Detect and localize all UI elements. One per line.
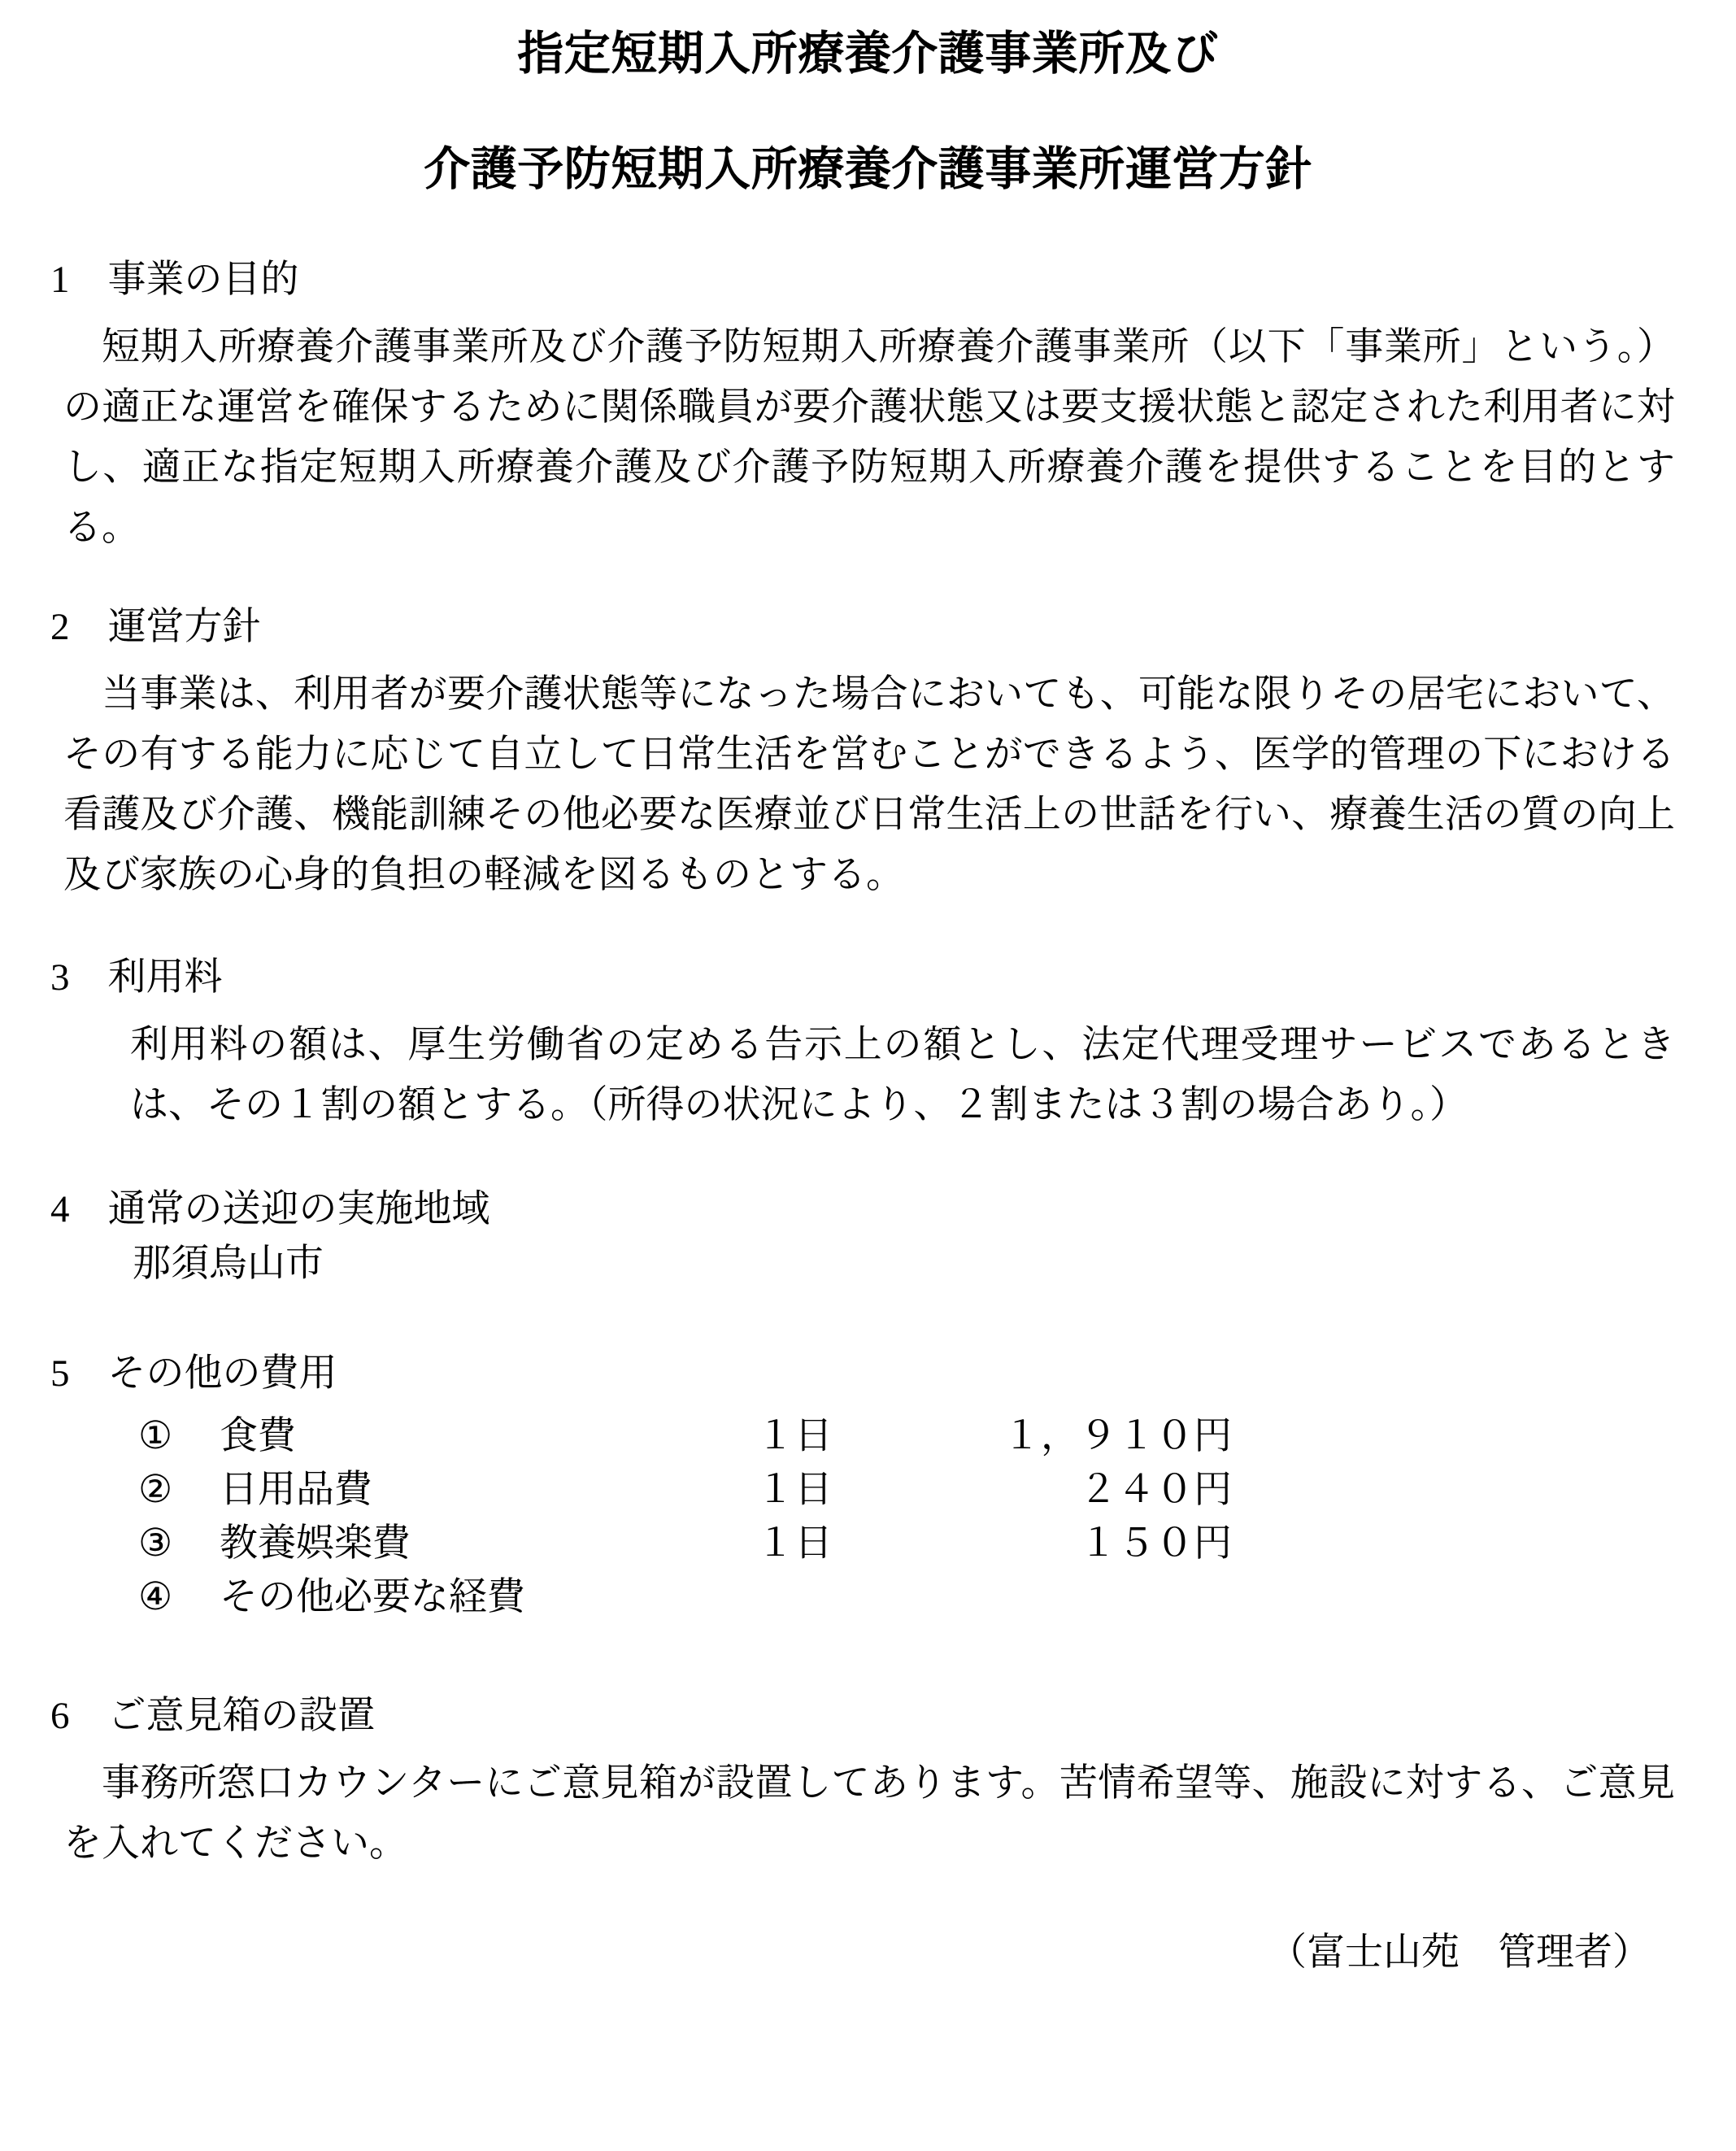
section-2-heading: 2 運営方針 bbox=[50, 606, 261, 648]
spacer bbox=[0, 997, 1736, 1015]
fee-label: 食費 bbox=[220, 1415, 296, 1457]
section-6-heading: 6 ご意見箱の設置 bbox=[50, 1695, 376, 1737]
section-3-heading: 3 利用料 bbox=[50, 956, 223, 999]
spacer bbox=[0, 193, 1736, 261]
fee-marker: ① bbox=[138, 1415, 173, 1457]
fee-marker: ③ bbox=[138, 1522, 173, 1565]
spacer bbox=[0, 558, 1736, 608]
spacer bbox=[0, 1874, 1736, 1934]
spacer bbox=[0, 1393, 1736, 1409]
section-3 bbox=[0, 956, 1736, 1135]
section-4-heading: 4 通常の送迎の実施地域 bbox=[50, 1188, 490, 1230]
section-2 bbox=[0, 608, 1736, 905]
document-footer-signature: （富士山苑 管理者） bbox=[1268, 1931, 1651, 1974]
spacer bbox=[0, 905, 1736, 959]
section-6-body: 事務所窓口カウンターにご意見箱が設置してあります。苦情希望等、施設に対する、ご意見を入れてください。 bbox=[63, 1762, 1675, 1865]
section-5-heading: 5 その他の費用 bbox=[50, 1352, 337, 1395]
section-4-service-area: 那須烏山市 bbox=[133, 1243, 324, 1285]
fee-marker: ④ bbox=[138, 1576, 173, 1618]
fee-row bbox=[0, 1570, 1736, 1624]
spacer bbox=[0, 1135, 1736, 1191]
document-title-line-2: 介護予防短期入所療養介護事業所運営方針 bbox=[424, 144, 1312, 195]
section-1-body: 短期入所療養介護事業所及び介護予防短期入所療養介護事業所（以下「事業所」という。）の適正な運営を確保するために関係職員が要介護状態又は要支援状態と認定された利用者に対し、適正な指定短期入所療養介護及び介護予防短期入所療養介護を提供することを目的とする。 bbox=[63, 326, 1675, 549]
fee-marker: ② bbox=[138, 1469, 173, 1511]
section-1-heading: 1 事業の目的 bbox=[50, 259, 299, 301]
fee-amount: １５０円 bbox=[1079, 1522, 1232, 1565]
document-title-line-1: 指定短期入所療養介護事業所及び bbox=[517, 28, 1219, 80]
fee-row bbox=[0, 1517, 1736, 1570]
fee-unit: １日 bbox=[756, 1522, 833, 1565]
fee-label: 教養娯楽費 bbox=[220, 1522, 411, 1565]
fee-label: 日用品費 bbox=[220, 1469, 372, 1511]
other-fees-list bbox=[0, 1409, 1736, 1624]
spacer bbox=[0, 1735, 1736, 1753]
fee-row bbox=[0, 1463, 1736, 1517]
fee-row bbox=[0, 1409, 1736, 1463]
fee-amount: １，９１０円 bbox=[1003, 1415, 1232, 1457]
fee-unit: １日 bbox=[756, 1469, 833, 1511]
fee-unit: １日 bbox=[756, 1415, 833, 1457]
spacer bbox=[0, 299, 1736, 317]
spacer bbox=[0, 1283, 1736, 1355]
section-4 bbox=[0, 1188, 1736, 1285]
section-3-body: 利用料の額は、厚生労働省の定める告示上の額とし、法定代理受理サービスであるときは、その１割の額とする。（所得の状況により、２割または３割の場合あり。） bbox=[130, 1024, 1675, 1126]
section-6 bbox=[0, 1697, 1736, 1874]
section-5 bbox=[0, 1352, 1736, 1624]
fee-amount: ２４０円 bbox=[1079, 1469, 1232, 1511]
spacer bbox=[0, 647, 1736, 664]
spacer bbox=[0, 1624, 1736, 1697]
section-2-body: 当事業は、利用者が要介護状態等になった場合においても、可能な限りその居宅において、その有する能力に応じて自立して日常生活を営むことができるよう、医学的管理の下における看護及び介護、機能訓練その他必要な医療並び日常生活上の世話を行い、療養生活の質の向上及び家族の心身的負担の軽減を図るものとする。 bbox=[63, 673, 1675, 896]
fee-label: その他必要な経費 bbox=[220, 1576, 525, 1618]
section-1 bbox=[0, 261, 1736, 558]
